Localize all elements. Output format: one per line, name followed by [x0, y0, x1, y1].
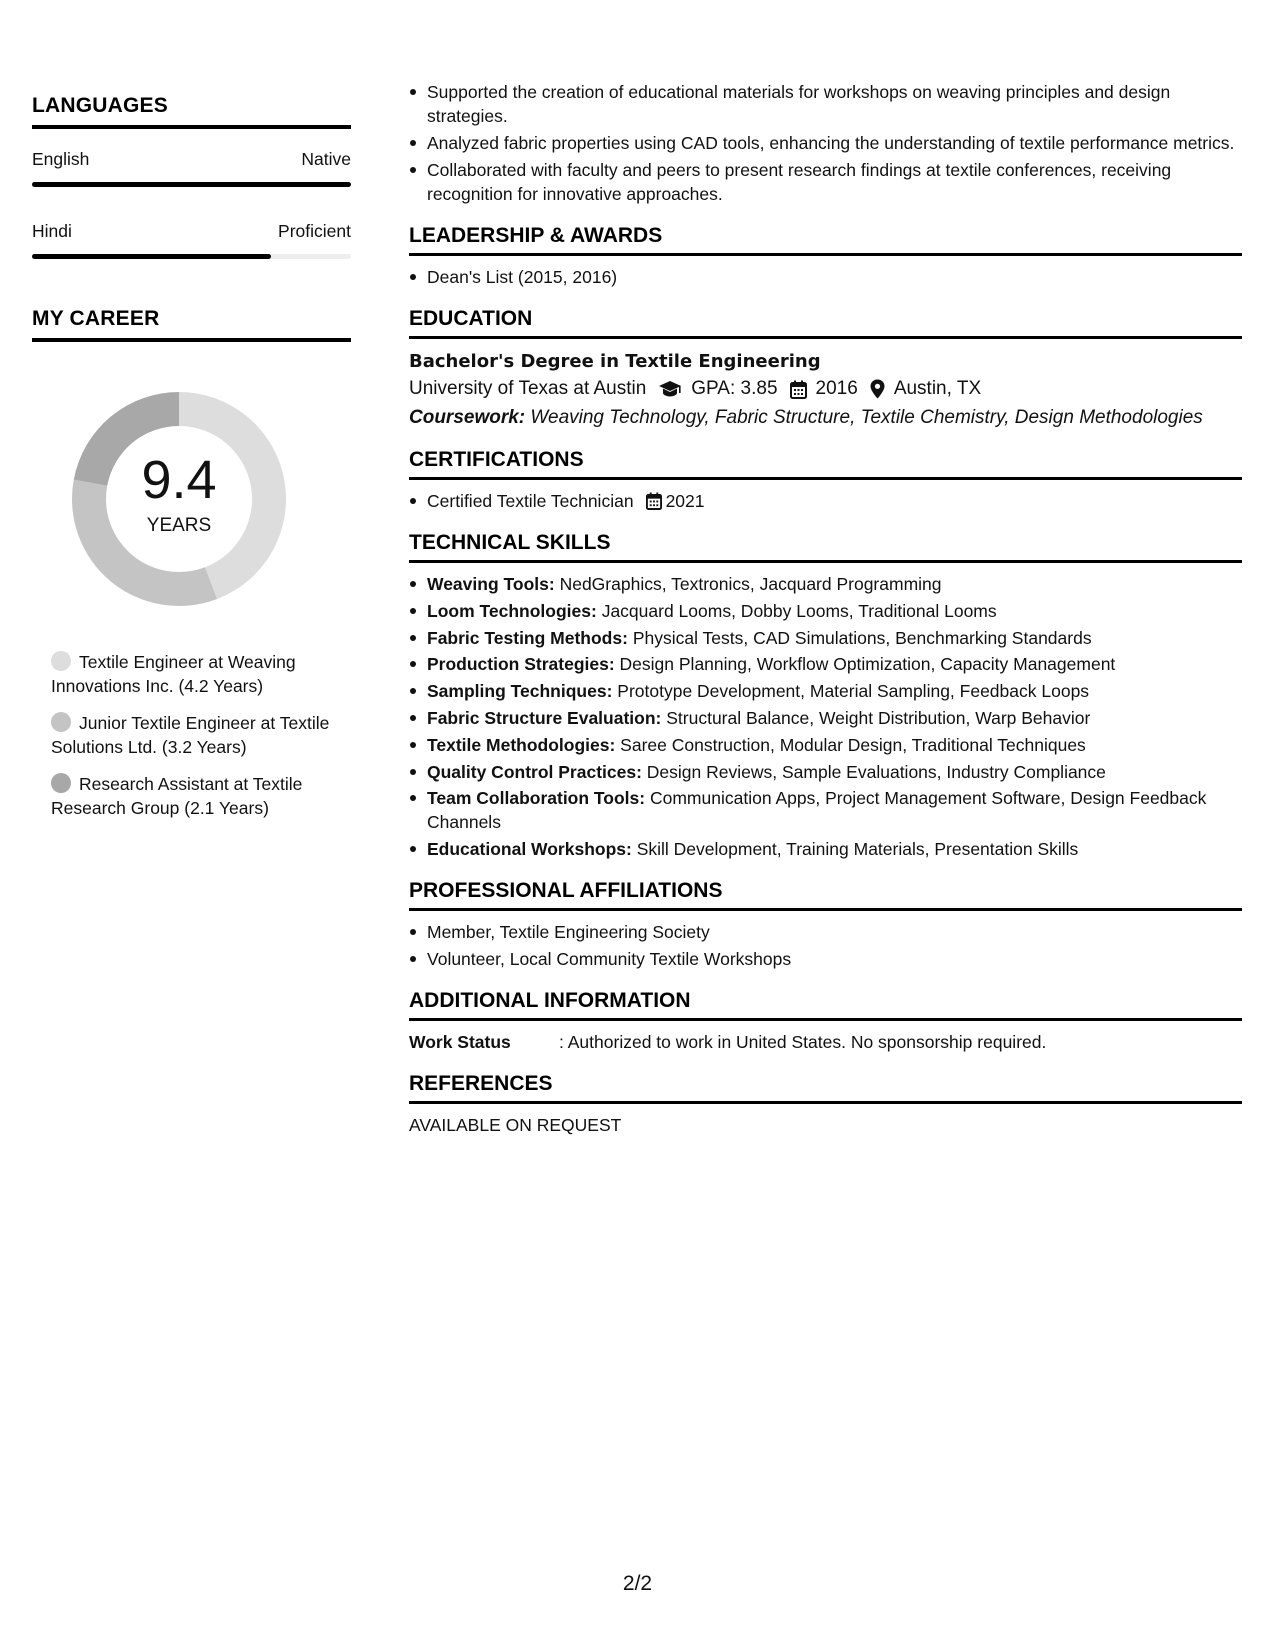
skill-item — [409, 679, 1242, 703]
list-item: Dean's List (2015, 2016) — [409, 265, 1242, 289]
skill-label: Fabric Structure Evaluation: — [427, 707, 662, 728]
skill-item — [409, 599, 1242, 623]
skill-item — [409, 652, 1242, 676]
affiliations-section — [409, 879, 1242, 971]
skill-label: Loom Technologies: — [427, 600, 597, 621]
language-level: Proficient — [278, 221, 351, 241]
skill-text: Design Reviews, Sample Evaluations, Industry Compliance — [646, 761, 1106, 782]
skill-label: Textile Methodologies: — [427, 734, 616, 755]
page-number: 2/2 — [622, 1572, 653, 1595]
skill-label: Sampling Techniques: — [427, 681, 613, 702]
calendar-icon — [646, 492, 662, 510]
list-item — [409, 489, 1242, 513]
skill-label: Quality Control Practices: — [427, 761, 642, 782]
affiliations-heading: PROFESSIONAL AFFILIATIONS — [409, 879, 1242, 911]
list-item: Supported the creation of educational materials for workshops on weaving principles and design strategies. — [409, 80, 1242, 128]
skills-heading: TECHNICAL SKILLS — [409, 531, 1242, 563]
language-level: Native — [301, 149, 351, 169]
career-donut-chart — [66, 386, 292, 612]
coursework-list: Weaving Technology, Fabric Structure, Textile Chemistry, Design Methodologies — [530, 407, 1203, 428]
language-proficiency-bar — [32, 182, 351, 187]
skill-text: Structural Balance, Weight Distribution, Warp Behavior — [666, 707, 1091, 728]
list-item: Analyzed fabric properties using CAD tools, enhancing the understanding of textile performance metrics. — [409, 131, 1242, 155]
legend-dot — [51, 712, 71, 732]
leadership-heading: LEADERSHIP & AWARDS — [409, 224, 1242, 256]
skill-label: Fabric Testing Methods: — [427, 627, 628, 648]
skill-item — [409, 837, 1242, 861]
skill-text: Prototype Development, Material Sampling, Feedback Loops — [617, 681, 1090, 702]
skill-text: Communication Apps, Project Management Software, Design Feedback Channels — [427, 788, 1207, 833]
work-status-value: : Authorized to work in United States. No sponsorship required. — [559, 1031, 1047, 1052]
career-heading: MY CAREER — [32, 307, 351, 342]
skill-item — [409, 733, 1242, 757]
location-pin-icon — [870, 379, 885, 399]
list-item: Member, Textile Engineering Society — [409, 920, 1242, 944]
certifications-heading: CERTIFICATIONS — [409, 448, 1242, 480]
sidebar — [32, 94, 351, 833]
skill-text: NedGraphics, Textronics, Jacquard Programming — [559, 574, 942, 594]
legend-item — [51, 772, 341, 820]
language-item-hindi — [32, 221, 351, 259]
skills-section — [409, 531, 1242, 861]
school-name: University of Texas at Austin — [409, 378, 647, 399]
education-section — [409, 307, 1242, 430]
language-name: English — [32, 149, 90, 169]
calendar-icon — [790, 380, 807, 399]
legend-item — [51, 711, 341, 759]
leadership-section — [409, 224, 1242, 289]
legend-dot — [51, 651, 71, 671]
school-location: Austin, TX — [893, 378, 982, 399]
skill-item — [409, 760, 1242, 784]
skill-text: Saree Construction, Modular Design, Traditional Techniques — [620, 734, 1086, 755]
references-heading: REFERENCES — [409, 1072, 1242, 1104]
education-details — [409, 375, 1242, 403]
work-status-label: Work Status — [409, 1031, 511, 1052]
language-proficiency-fill — [32, 254, 271, 259]
list-item: Collaborated with faculty and peers to present research findings at textile conferences, receiving recognition for innovative approaches. — [409, 158, 1242, 206]
skill-text: Design Planning, Workflow Optimization, Capacity Management — [619, 654, 1116, 675]
skill-item — [409, 786, 1242, 834]
skill-item — [409, 706, 1242, 730]
additional-info-heading: ADDITIONAL INFORMATION — [409, 989, 1242, 1021]
main-content — [409, 80, 1242, 1137]
skill-item — [409, 572, 1242, 596]
skill-label: Weaving Tools: — [427, 574, 555, 594]
graduation-year: 2016 — [815, 378, 858, 399]
language-name: Hindi — [32, 221, 72, 241]
skill-item — [409, 626, 1242, 650]
career-legend — [51, 650, 341, 820]
experience-bullets — [409, 80, 1242, 206]
coursework — [409, 405, 1242, 430]
gpa: GPA: 3.85 — [691, 378, 778, 399]
skill-text: Skill Development, Training Materials, Presentation Skills — [636, 839, 1079, 860]
education-heading: EDUCATION — [409, 307, 1242, 339]
references-section — [409, 1072, 1242, 1137]
certifications-section — [409, 448, 1242, 513]
skill-label: Educational Workshops: — [427, 839, 632, 860]
language-proficiency-bar — [32, 254, 351, 259]
list-item: Volunteer, Local Community Textile Workshops — [409, 947, 1242, 971]
references-text: AVAILABLE ON REQUEST — [409, 1114, 622, 1135]
skill-label: Team Collaboration Tools: — [427, 788, 646, 809]
work-status-row — [409, 1030, 1242, 1054]
degree-title: Bachelor's Degree in Textile Engineering — [409, 351, 821, 372]
legend-label: Textile Engineer at Weaving Innovations Inc. (4.2 Years) — [51, 652, 296, 696]
certification-name: Certified Textile Technician — [427, 491, 634, 511]
skill-text: Jacquard Looms, Dobby Looms, Traditional Looms — [601, 600, 997, 621]
certification-year: 2021 — [665, 491, 705, 511]
language-proficiency-fill — [32, 182, 351, 187]
legend-label: Junior Textile Engineer at Textile Solutions Ltd. (3.2 Years) — [51, 713, 330, 757]
career-total-years: 9.4 — [141, 450, 217, 510]
legend-dot — [51, 773, 71, 793]
legend-item — [51, 650, 341, 698]
additional-info-section — [409, 989, 1242, 1054]
legend-label: Research Assistant at Textile Research Group (2.1 Years) — [51, 774, 303, 818]
skill-text: Physical Tests, CAD Simulations, Benchmarking Standards — [632, 627, 1092, 648]
languages-heading: LANGUAGES — [32, 94, 351, 129]
skill-label: Production Strategies: — [427, 654, 615, 675]
graduation-cap-icon — [658, 380, 682, 398]
language-item-english — [32, 149, 351, 187]
coursework-label: Coursework: — [409, 407, 526, 428]
career-years-unit: YEARS — [146, 515, 212, 536]
